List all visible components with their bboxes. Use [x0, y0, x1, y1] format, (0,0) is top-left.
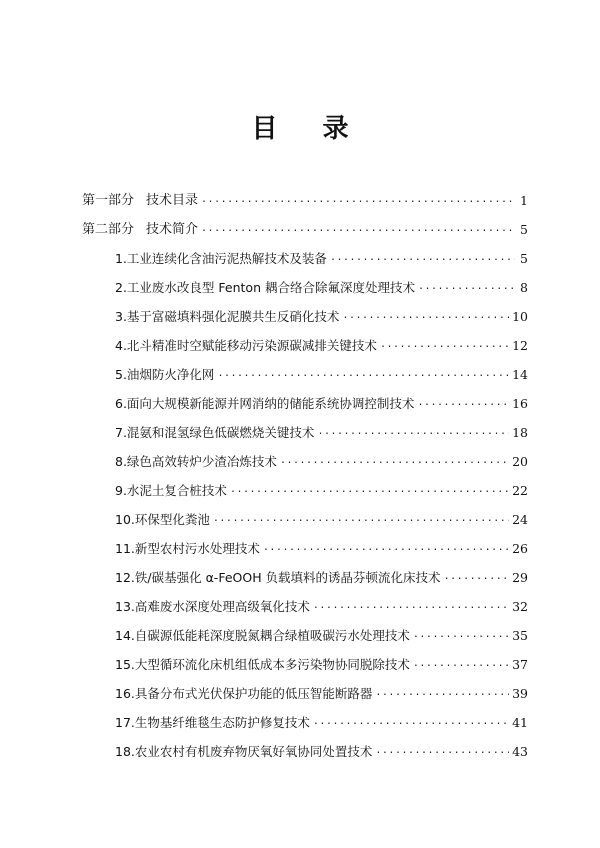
leader-dots	[330, 252, 515, 264]
toc-item-title: 18.农业农村有机废弃物厌氧好氧协同处置技术	[115, 744, 373, 759]
leader-dots	[444, 571, 510, 583]
toc-item-title: 6.面向大规模新能源并网消纳的储能系统协调控制技术	[115, 396, 415, 411]
page-number: 12	[512, 338, 528, 353]
leader-dots	[342, 310, 509, 322]
leader-dots	[413, 658, 509, 670]
page-number: 37	[512, 657, 528, 672]
page-number: 16	[512, 396, 528, 411]
toc-item[interactable]	[82, 557, 528, 586]
leader-dots	[375, 745, 509, 757]
leader-dots	[263, 542, 509, 554]
toc-item[interactable]	[82, 412, 528, 441]
leader-dots	[413, 629, 509, 641]
leader-dots	[217, 368, 509, 380]
toc-part-1[interactable]	[82, 180, 528, 209]
page-title: 目 录	[251, 114, 367, 144]
toc-item-title: 16.具备分布式光伏保护功能的低压智能断路器	[115, 686, 373, 701]
toc-item[interactable]	[82, 267, 528, 296]
toc-item-title: 17.生物基纤维毯生态防护修复技术	[115, 715, 310, 730]
toc-item[interactable]	[82, 296, 528, 325]
page-number: 24	[512, 512, 528, 527]
page-number: 26	[512, 541, 528, 556]
toc-item[interactable]	[82, 470, 528, 499]
toc-item[interactable]	[82, 731, 528, 760]
toc-item-title: 10.环保型化粪池	[115, 512, 210, 527]
leader-dots	[417, 397, 509, 409]
part-number: 第二部分	[82, 222, 135, 237]
page-number: 14	[512, 367, 528, 382]
page-number: 22	[512, 483, 528, 498]
page-number: 18	[512, 425, 528, 440]
toc-item-title: 15.大型循环流化床机组低成本多污染物协同脱除技术	[115, 657, 410, 672]
toc-item-title: 5.油烟防火净化网	[115, 367, 215, 382]
toc-item-title: 1.工业连续化含油污泥热解技术及装备	[115, 251, 327, 266]
toc-item-title: 14.自碳源低能耗深度脱氮耦合绿植吸碳污水处理技术	[115, 628, 410, 643]
page-number: 43	[512, 744, 528, 759]
part-number: 第一部分	[82, 193, 135, 208]
page-number: 35	[512, 628, 528, 643]
leader-dots	[375, 687, 509, 699]
toc-item-title: 8.绿色高效转炉少渣冶炼技术	[115, 454, 277, 469]
toc-item[interactable]	[82, 673, 528, 702]
toc-item[interactable]	[82, 528, 528, 557]
toc-item[interactable]	[82, 354, 528, 383]
page-number: 41	[512, 715, 528, 730]
leader-dots	[213, 513, 509, 525]
toc-item[interactable]	[82, 441, 528, 470]
page-number: 5	[520, 251, 528, 266]
part-title: 技术简介	[146, 222, 199, 237]
leader-dots	[317, 426, 509, 438]
toc-item[interactable]	[82, 383, 528, 412]
leader-dots	[201, 194, 515, 206]
toc-item-title: 2.工业废水改良型 Fenton 耦合络合除氟深度处理技术	[115, 280, 415, 295]
toc-item-title: 11.新型农村污水处理技术	[115, 541, 260, 556]
toc-item-title: 9.水泥土复合桩技术	[115, 483, 227, 498]
leader-dots	[313, 716, 509, 728]
toc-item[interactable]	[82, 586, 528, 615]
page-number: 39	[512, 686, 528, 701]
toc-item[interactable]	[82, 644, 528, 673]
toc-item[interactable]	[82, 325, 528, 354]
leader-dots	[201, 223, 515, 235]
toc-item-title: 4.北斗精准时空赋能移动污染源碳减排关键技术	[115, 338, 377, 353]
leader-dots	[380, 339, 509, 351]
toc-item-title: 13.高难废水深度处理高级氧化技术	[115, 599, 310, 614]
leader-dots	[230, 484, 509, 496]
page-number: 32	[512, 599, 528, 614]
toc-part-2[interactable]	[82, 209, 528, 238]
toc-item-title: 12.铁/碳基强化 α-FeOOH 负载填料的诱晶芬顿流化床技术	[115, 570, 441, 585]
page-number: 10	[512, 309, 528, 324]
part-title: 技术目录	[146, 193, 199, 208]
page-number: 20	[512, 454, 528, 469]
toc-item[interactable]	[82, 499, 528, 528]
page-number: 1	[520, 193, 528, 208]
leader-dots	[313, 600, 509, 612]
page-number: 29	[512, 570, 528, 585]
toc-item-title: 3.基于富磁填料强化泥膜共生反硝化技术	[115, 309, 340, 324]
page-number: 8	[520, 280, 528, 295]
leader-dots	[280, 455, 509, 467]
toc-item-title: 7.混氨和混氢绿色低碳燃烧关键技术	[115, 425, 315, 440]
leader-dots	[418, 281, 515, 293]
table-of-contents	[82, 180, 528, 760]
toc-item[interactable]	[82, 702, 528, 731]
toc-item[interactable]	[82, 615, 528, 644]
page-number: 5	[520, 222, 528, 237]
toc-item[interactable]	[82, 238, 528, 267]
